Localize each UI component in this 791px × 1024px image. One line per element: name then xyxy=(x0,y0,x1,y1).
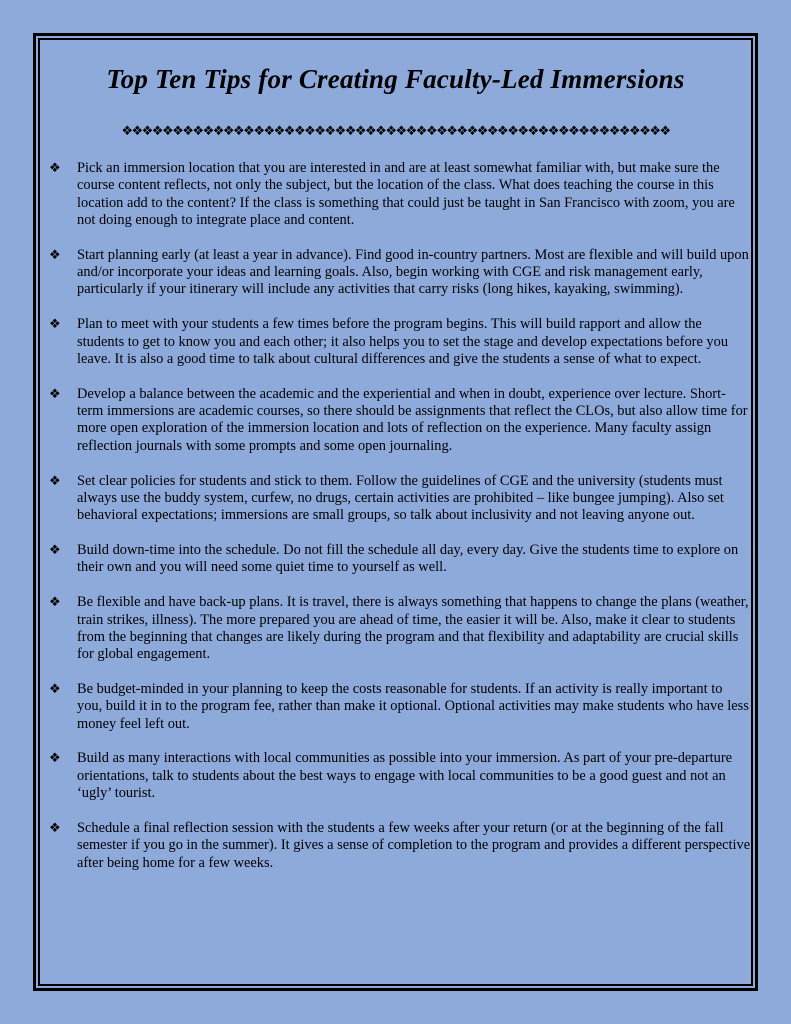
diamond-flower-bullet-icon: ❖ xyxy=(49,317,61,333)
list-item xyxy=(45,316,751,368)
tip-text: Be flexible and have back-up plans. It is travel, there is always something that happens to change the plans (weather, train strikes, illness). The more prepared you are ahead of time, the easier it will be. Also, make it clear to students from the beginning that changes are likely during the program and that flexibility and adaptability are crucial skills for global engagement. xyxy=(77,594,749,663)
tip-text: Schedule a final reflection session with the students a few weeks after your return (or at the beginning of the fall semester if you go in the summer). It gives a sense of completion to the program and provides a different perspective after being home for a few weeks. xyxy=(77,819,751,871)
list-item xyxy=(45,750,751,802)
tip-text: Build down-time into the schedule. Do not fill the schedule all day, every day. Give the students time to explore on their own and you will need some quiet time to yourself as well. xyxy=(77,542,739,576)
diamond-flower-bullet-icon: ❖ xyxy=(49,473,61,489)
list-item xyxy=(45,820,751,872)
page-title: Top Ten Tips for Creating Faculty-Led Immersions xyxy=(106,64,685,94)
diamond-flower-bullet-icon: ❖ xyxy=(49,595,61,611)
diamond-flower-bullet-icon: ❖ xyxy=(49,386,61,402)
tip-text: Plan to meet with your students a few times before the program begins. This will build rapport and allow the students to get to know you and each other; it also helps you to set the stage and develop expectations before you leave. It is also a good time to talk about cultural differences and give the students a sense of what to expect. xyxy=(77,316,729,367)
list-item xyxy=(45,247,751,299)
tip-text: Be budget-minded in your planning to keep the costs reasonable for students. If an activity is really important to you, build it in to the program fee, rather than make it optional. Optional activities may make students who have less money feel left out. xyxy=(77,680,749,732)
diamond-flower-bullet-icon: ❖ xyxy=(49,543,61,559)
list-item xyxy=(45,386,751,455)
tip-text: Develop a balance between the academic and the experiential and when in doubt, experience over lecture. Short-term immersions are academic courses, so there should be assignments that reflect the CLOs, but also allow time for more open exploration of the immersion location and lots of reflection on the experience. Many faculty assign reflection journals with some prompts and some open journaling. xyxy=(77,385,748,454)
tip-text: Set clear policies for students and stick to them. Follow the guidelines of CGE and the university (students must always use the buddy system, curfew, no drugs, certain activities are prohibited – like bungee jumping). Also set behavioral expectations; immersions are small groups, so talk about inclusivity and not leaving anyone out. xyxy=(77,472,724,524)
list-item xyxy=(45,681,751,733)
list-item xyxy=(45,542,751,577)
diamond-flower-bullet-icon: ❖ xyxy=(49,751,61,767)
diamond-flower-bullet-icon: ❖ xyxy=(49,681,61,697)
list-item xyxy=(45,594,751,663)
tip-text: Pick an immersion location that you are interested in and are at least somewhat familiar with, but make sure the course content reflects, not only the subject, but the location of the class. What does teaching the course in this location add to the content? If the class is something that could just be taught in San Francisco with zoom, you are not doing enough to integrate place and content. xyxy=(77,160,735,228)
list-item xyxy=(45,160,751,229)
tip-text: Start planning early (at least a year in advance). Find good in-country partners. Most are flexible and will build upon and/or incorporate your ideas and learning goals. Also, begin working with CGE and risk management early, particularly if your itinerary will include any activities that carry risks (long hikes, kayaking, swimming). xyxy=(77,246,749,298)
tip-text: Build as many interactions with local communities as possible into your immersion. As part of your pre-departure orientations, talk to students about the best ways to engage with local communities to be a good guest and not an ‘ugly’ tourist. xyxy=(77,750,733,802)
list-item xyxy=(45,473,751,525)
diamond-flower-bullet-icon: ❖ xyxy=(49,247,61,263)
diamond-flower-bullet-icon: ❖ xyxy=(49,820,61,836)
diamond-flower-bullet-icon: ❖ xyxy=(49,161,61,176)
tips-list xyxy=(45,160,751,889)
decorative-divider: ❖❖❖❖❖❖❖❖❖❖❖❖❖❖❖❖❖❖❖❖❖❖❖❖❖❖❖❖❖❖❖❖❖❖❖❖❖❖❖❖❖❖❖❖❖❖❖❖❖❖❖❖❖❖ xyxy=(121,124,670,139)
